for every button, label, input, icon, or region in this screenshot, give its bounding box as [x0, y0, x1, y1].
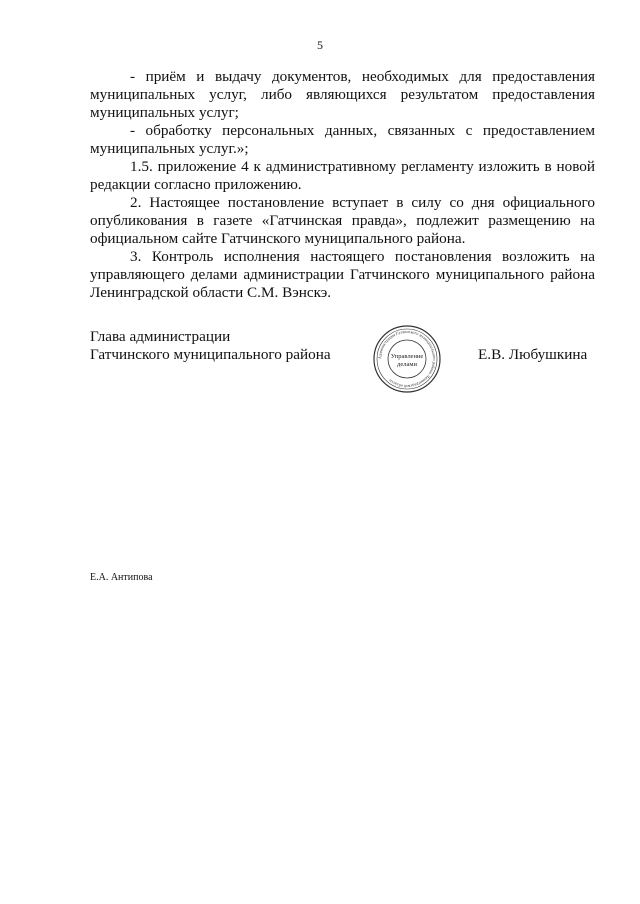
position-line: Глава администрации [90, 328, 231, 345]
paragraph: 1.5. приложение 4 к административному регламенту изложить в новой редакции согласно приложению. [90, 158, 595, 193]
paragraph: - обработку персональных данных, связанных с предоставлением муниципальных услуг.»; [90, 122, 595, 157]
stamp-center-text: Управление [390, 353, 424, 360]
stamp-center-text: делами [397, 361, 417, 368]
signatory-name: Е.В. Любушкина [478, 346, 588, 363]
position-line: Гатчинского муниципального района [90, 346, 331, 363]
paragraph: - приём и выдачу документов, необходимых для предоставления муниципальных услуг, либо являющихся результатом предоставления муниципальных услуг; [90, 68, 595, 121]
stamp-ring-text: Администрация Гатчинского муниципального района Ленинградской области [376, 328, 438, 390]
signature-block [90, 328, 595, 364]
executor-name: Е.А. Антипова [90, 572, 153, 583]
official-stamp [372, 324, 442, 394]
paragraph: 2. Настоящее постановление вступает в силу со дня официального опубликования в газете «Гатчинская правда», подлежит размещению на официальном сайте Гатчинского муниципального района. [90, 194, 595, 247]
page-number: 5 [317, 38, 323, 52]
paragraph: 3. Контроль исполнения настоящего постановления возложить на управляющего делами администрации Гатчинского муниципального района Ленинградской области С.М. Вэнскэ. [90, 248, 595, 301]
document-body [90, 68, 595, 302]
